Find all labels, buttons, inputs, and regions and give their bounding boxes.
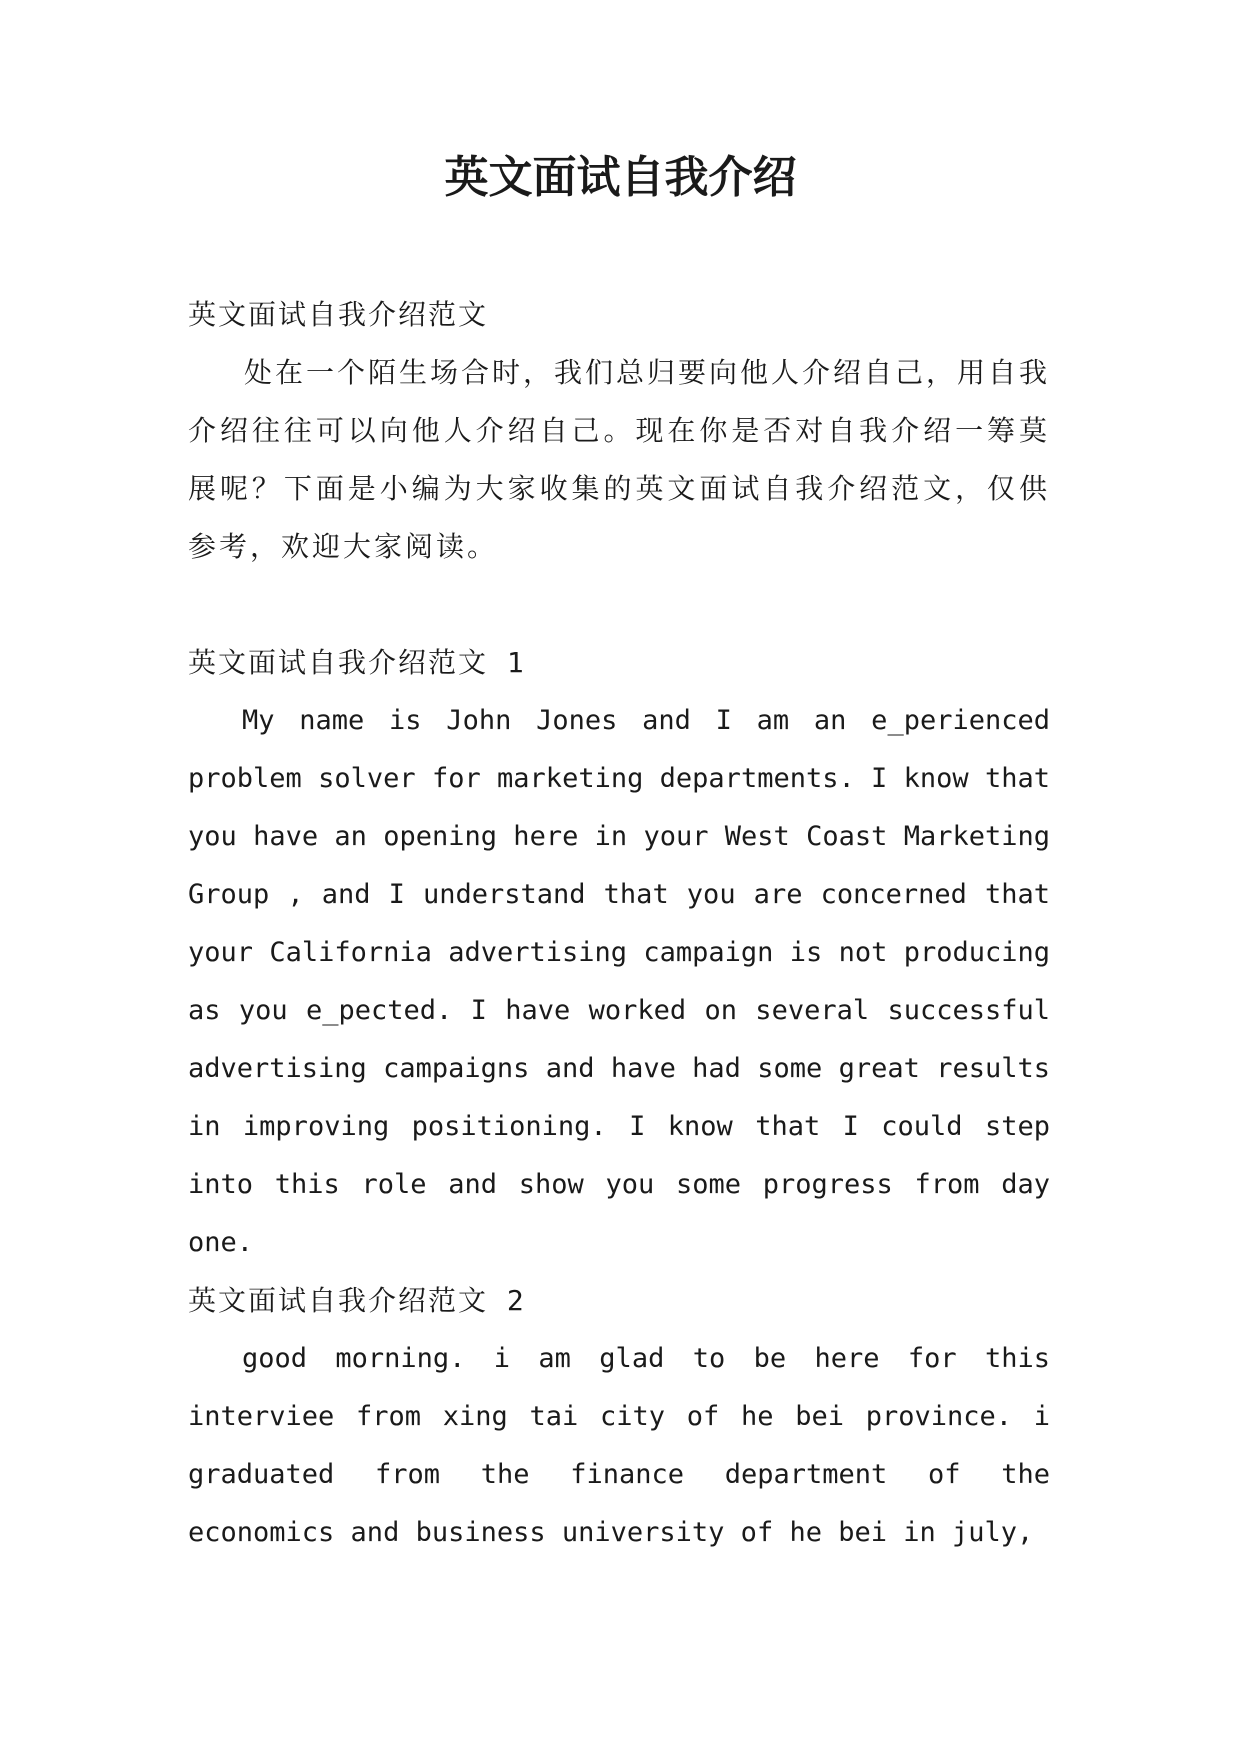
document-body	[188, 286, 1050, 1562]
intro-paragraph: 处在一个陌生场合时，我们总归要向他人介绍自己，用自我介绍往往可以向他人介绍自己。现在你是否对自我介绍一筹莫展呢？下面是小编为大家收集的英文面试自我介绍范文，仅供参考，欢迎大家阅读。	[188, 356, 1051, 563]
sample-paragraph-2: good morning. i am glad to be here for this interviee from xing tai city of he bei province. i graduated from the finance department of the economics and business university of he bei in july,	[188, 1343, 1050, 1548]
sample-paragraph-1: My name is John Jones and I am an e_perienced problem solver for marketing departments. I know that you have an opening here in your West Coast Marketing Group , and I understand that you are concerned that your California advertising campaign is not producing as you e_pected. I have worked on several successful advertising campaigns and have had some great results in improving positioning. I know that I could step into this role and show you some progress from day one.	[188, 705, 1050, 1258]
document-title: 英文面试自我介绍	[444, 152, 797, 203]
section-heading: 英文面试自我介绍范文 1	[188, 646, 526, 679]
section-heading: 英文面试自我介绍范文 2	[188, 1284, 526, 1317]
section-heading: 英文面试自我介绍范文	[188, 298, 489, 331]
paragraph-spacer	[188, 576, 1050, 634]
